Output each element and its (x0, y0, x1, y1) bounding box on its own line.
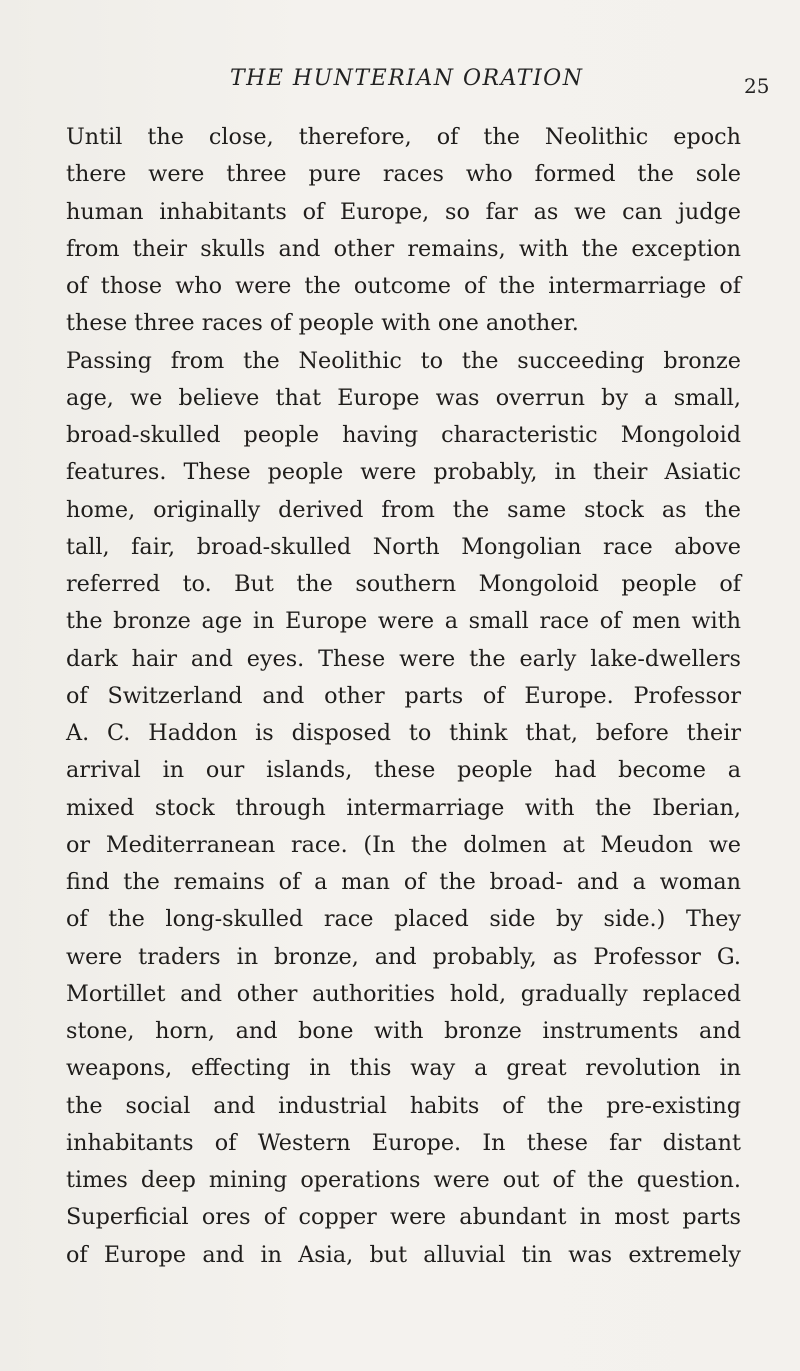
text-line: mixed stock through intermarriage with the Iberian, (66, 794, 741, 821)
text-line: find the remains of a man of the broad- and a woman (66, 869, 741, 895)
text-line: of the long-skulled race placed side by side.) They (66, 906, 741, 933)
text-line: were traders in bronze, and probably, as Professor G. (66, 943, 741, 970)
text-line: inhabitants of Western Europe. In these far distant (66, 1129, 741, 1156)
text-line: human inhabitants of Europe, so far as we can judge (66, 198, 741, 225)
text-line: home, originally derived from the same stock as the (66, 496, 741, 523)
text-line: features. These people were probably, in their Asiatic (66, 459, 741, 486)
text-line: broad-skulled people having characteristic Mongoloid (66, 422, 741, 448)
body-text (66, 119, 741, 1274)
text-line: dark hair and eyes. These were the early lake-dwellers (66, 645, 741, 672)
text-line: Superficial ores of copper were abundant in most parts (66, 1204, 741, 1231)
text-line: times deep mining operations were out of the question. (66, 1167, 741, 1193)
text-line: or Mediterranean race. (In the dolmen at Meudon we (66, 831, 741, 858)
text-line: of Europe and in Asia, but alluvial tin was extremely (66, 1241, 741, 1268)
text-line: A. C. Haddon is disposed to think that, before their (66, 720, 741, 746)
page-number: 25 (744, 74, 770, 98)
text-line: these three races of people with one another. (66, 310, 579, 337)
text-line: of those who were the outcome of the intermarriage of (66, 273, 741, 299)
text-line: the social and industrial habits of the pre-existing (66, 1092, 741, 1119)
text-line: Mortillet and other authorities hold, gradually replaced (66, 980, 741, 1007)
text-line: there were three pure races who formed the sole (66, 161, 741, 188)
text-line: referred to. But the southern Mongoloid people of (66, 571, 741, 597)
running-title: THE HUNTERIAN ORATION (230, 66, 584, 91)
text-line: stone, horn, and bone with bronze instruments and (66, 1018, 741, 1044)
running-head (0, 66, 800, 106)
text-line: arrival in our islands, these people had become a (66, 757, 741, 784)
text-line: tall, fair, broad-skulled North Mongolian race above (66, 533, 741, 560)
text-line: of Switzerland and other parts of Europe. Professor (66, 682, 741, 709)
text-line: from their skulls and other remains, with the exception (66, 235, 741, 262)
text-line: age, we believe that Europe was overrun by a small, (66, 384, 741, 411)
text-line: Passing from the Neolithic to the succeeding bronze (66, 347, 741, 374)
text-line: the bronze age in Europe were a small race of men with (66, 608, 741, 635)
text-line: Until the close, therefore, of the Neolithic epoch (66, 124, 741, 150)
text-line: weapons, effecting in this way a great revolution in (66, 1055, 741, 1082)
